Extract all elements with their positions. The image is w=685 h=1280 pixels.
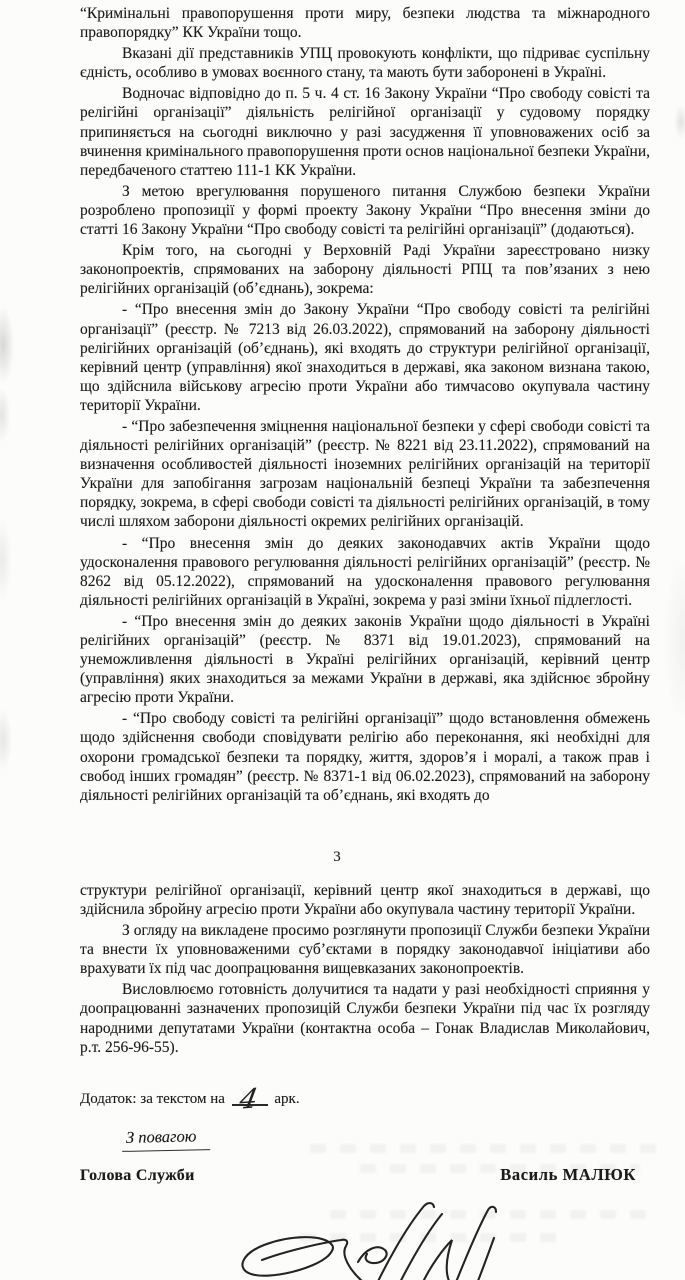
attachment-note-suffix: арк. (274, 1090, 300, 1107)
paragraph: Вказані дії представників УПЦ провокують конфлікти, що підриває суспільну єдність, особливо в умовах воєнного стану, та мають бути заборонені в Україні. (80, 45, 650, 82)
paragraph: Висловлюємо готовність долучитися та надати у разі необхідності сприяння у доопрацюванні зазначених пропозицій Служби безпеки України під час їх розгляду народними депутатами України (контактна особа – Гонак Владислав Миколайович, р.т. 256-96-55). (80, 981, 650, 1056)
closing-salutation: З повагою (122, 1126, 211, 1152)
paragraph-bullet: - “Про внесення змін до Закону України “Про свободу совісті та релігійні організації” (реєстр. № 7213 від 26.03.2022), спрямований на заборону діяльності релігійних організацій (об’єднань), які входять до структури релігійної організації, керівний центр (управління) якої знаходиться в державі, яка законом визнана такою, що здійснила військову агресію проти України або тимчасово окупувала частину території України. (80, 301, 650, 414)
paragraph-bullet: - “Про свободу совісті та релігійні організації” щодо встановлення обмежень щодо здійснення свободи сповідувати релігію або переконання, які необхідні для охорони громадської безпеки та порядку, життя, здоров’я і моралі, а також прав і свобод інших громадян” (реєстр. № 8371-1 від 06.02.2023), спрямований на заборону діяльності релігійних організацій та об’єднань, які входять до (80, 710, 650, 804)
signer-name: Василь МАЛЮК (500, 1164, 636, 1184)
paragraph-bullet: - “Про забезпечення зміцнення національної безпеки у сфері свободи совісті та діяльності релігійних організацій” (реєстр. № 8221 від 23.11.2022), спрямований на визначення особливостей діяльності іноземних релігійних організацій на території України для запобігання загрозам національній безпеці України та забезпечення порядку, зокрема, в сфері свободи совісті та діяльності релігійних організацій, в тому числі шляхом заборони діяльності окремих релігійних організацій. (80, 417, 650, 531)
letter-body (80, 4, 650, 1185)
paragraph-bullet: - “Про внесення змін до деяких законодавчих актів України щодо удосконалення правового регулювання діяльності релігійних організацій” (реєстр. № 8262 від 05.12.2022), спрямований на удосконалення правового регулювання діяльності релігійних організацій в Україні, зокрема у разі зміни їхньої підлеглості. (80, 534, 650, 609)
paragraph: Крім того, на сьогодні у Верховній Раді України зареєстровано низку законопроектів, спрямованих на заборону діяльності РПЦ та пов’язаних з нею релігійних організацій (об’єднань), зокрема: (80, 242, 650, 298)
paragraph: З метою врегулювання порушеного питання Службою безпеки України розроблено пропозиції у формі проекту Закону України “Про внесення зміни до статті 16 Закону України “Про свободу совісті та релігійні організації” (додаються). (80, 182, 650, 239)
handwritten-sheet-count: 4 (237, 1083, 261, 1116)
scan-artifact (360, 1164, 640, 1173)
paragraph: структури релігійної організації, керівний центр якої знаходиться в державі, що здійснила збройну агресію проти України або окупувала частину території України. (80, 881, 650, 918)
paragraph-bullet: - “Про внесення змін до деяких законів України щодо діяльності в Україні релігійних організацій” (реєстр. № 8371 від 19.01.2023), спрямований на унеможливлення діяльності в Україні релігійних організацій, керівний центр (управління) яких знаходиться за межами України в державі, яка здійснює збройну агресію проти України. (80, 612, 650, 707)
paragraph: Водночас відповідно до п. 5 ч. 4 ст. 16 Закону України “Про свободу совісті та релігійні організації” діяльність релігійної організації у судовому порядку припиняється на сьогодні виключно у разі засудження її уповноважених осіб за вчинення кримінального правопорушення проти основ національної безпеки України, передбаченого статтею 111-1 КК України. (80, 85, 650, 179)
paragraph: З огляду на викладене просимо розглянути пропозиції Служби безпеки України та внести їх уповноваженими суб’єктами в порядку законодавчої ініціативи або врахувати їх під час доопрацювання вищевказаних законопроектів. (80, 922, 650, 978)
paragraph: “Кримінальні правопорушення проти миру, безпеки людства та міжнародного правопорядку” КК України тощо. (80, 5, 650, 42)
scan-artifact (310, 1144, 660, 1153)
attachment-note (80, 1083, 650, 1116)
signer-position: Голова Служби (80, 1166, 195, 1184)
scan-artifact (330, 1210, 650, 1219)
scan-artifact (300, 1233, 560, 1242)
page-number: 3 (333, 848, 341, 865)
sheet-count-underline (232, 1083, 268, 1116)
attachment-note-prefix: Додаток: за текстом на (80, 1090, 225, 1107)
